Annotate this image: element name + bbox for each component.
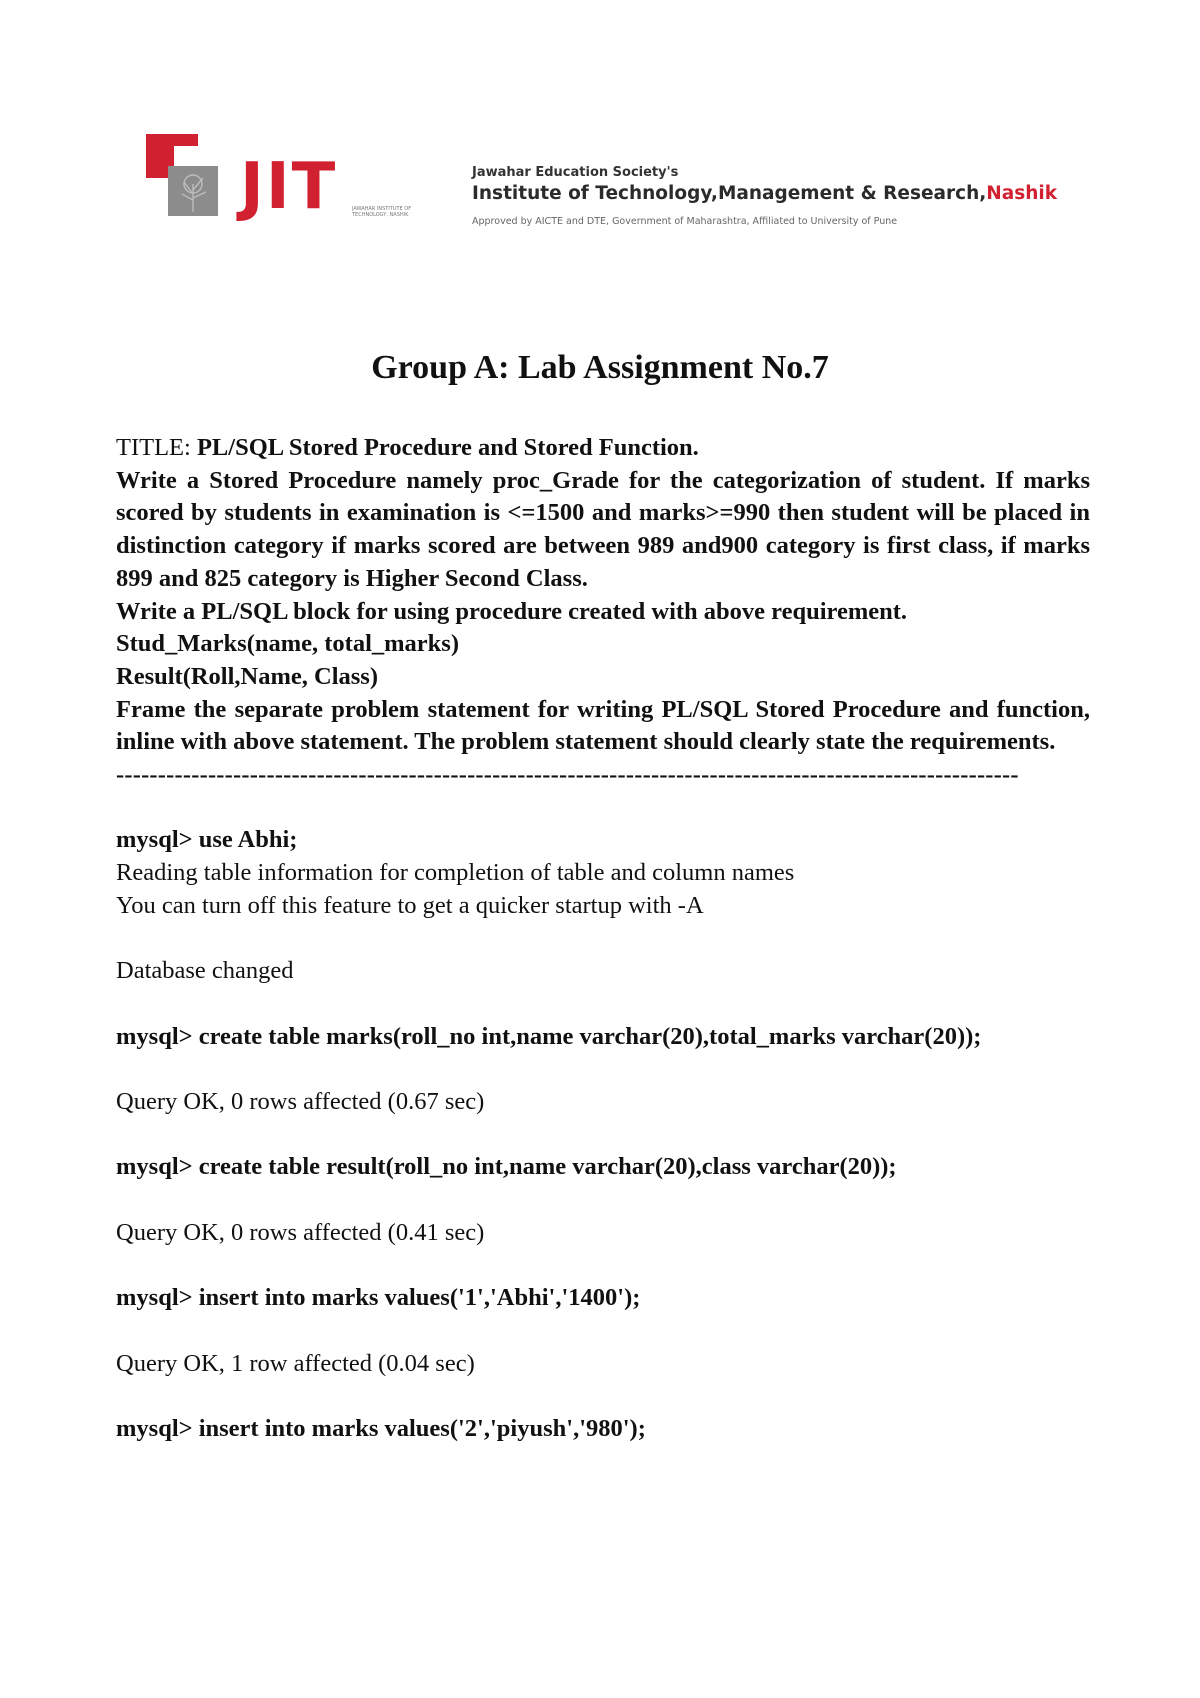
institute-city: Nashik [986,183,1058,204]
query-ok-line-3: Query OK, 1 row affected (0.04 sec) [116,1349,475,1377]
query-ok-line-1: Query OK, 0 rows affected (0.67 sec) [116,1088,485,1115]
title-text: PL/SQL Stored Procedure and Stored Function. [190,434,699,461]
title-line [116,432,1090,465]
cmd-create-result-line: mysql> create table result(roll_no int,name varchar(20),class varchar(20)); [116,1153,897,1181]
cmd-create-marks-line: mysql> create table marks(roll_no int,name varchar(20),total_marks varchar(20)); [116,1022,982,1050]
separator-line: ------------------------------------------------------------------------------------------------------------ [116,761,1019,789]
institute-block [472,164,1092,230]
info-line-1: Reading table information for completion of table and column names [116,859,795,887]
society-name: Jawahar Education Society's [472,165,679,180]
cmd-insert-line-2: mysql> insert into marks values('2','piyush','980'); [116,1414,646,1442]
table-result-line: Result(Roll,Name, Class) [116,662,378,690]
institute-name [472,182,1092,206]
institute-name-main: Institute of Technology,Management & Research, [472,183,987,204]
table-marks-line: Stud_Marks(name, total_marks) [116,630,459,658]
letterhead [146,130,1076,260]
title-label: TITLE: [116,434,191,461]
jit-logo-subtext: JAWAHAR INSTITUTE OF TECHNOLOGY, NASHIK [352,206,412,218]
document-body [116,432,1090,1446]
info-line-2: You can turn off this feature to get a quicker startup with -A [116,891,704,919]
problem-paragraph: Write a Stored Procedure namely proc_Grade for the categorization of student. If marks scored by students in examination is <=1500 and marks>=990 then student will be placed in distinction category if marks scored are between 989 and900 category is first class, if marks 899 and 825 category is Higher Second Class. [116,466,1090,592]
cmd-insert-line-1: mysql> insert into marks values('1','Abhi','1400'); [116,1284,641,1312]
cmd-use-line: mysql> use Abhi; [116,826,298,854]
query-ok-line-2: Query OK, 0 rows affected (0.41 sec) [116,1218,485,1246]
frame-paragraph: Frame the separate problem statement for writing PL/SQL Stored Procedure and function, inline with above statement. The problem statement should clearly state the requirements. [116,695,1090,756]
jit-logo-text: JIT [240,150,338,224]
approval-line: Approved by AICTE and DTE, Government of Maharashtra, Affiliated to University of Pune [472,216,898,227]
jit-logo-icon [146,134,230,234]
plsql-block-line: Write a PL/SQL block for using procedure created with above requirement. [116,597,908,625]
assignment-heading: Group A: Lab Assignment No.7 [371,349,829,386]
db-changed-line: Database changed [116,957,294,985]
